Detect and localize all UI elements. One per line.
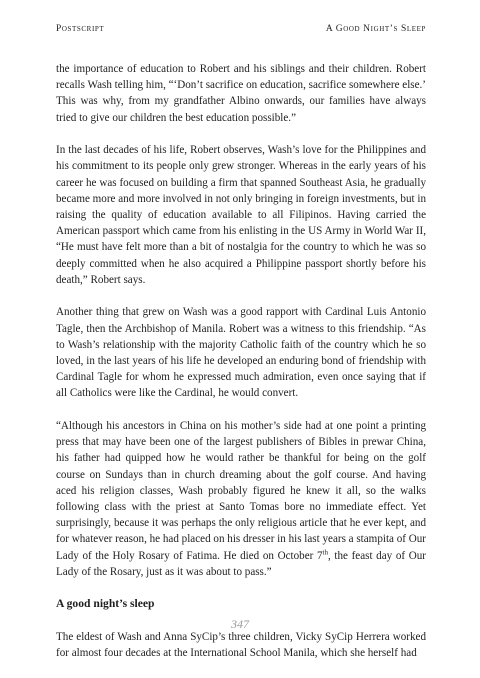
body-text	[56, 61, 426, 678]
paragraph-3: Another thing that grew on Wash was a good rapport with Cardinal Luis Antonio Tagle, then the Archbishop of Manila. Robert was a witness to this friendship. “As to Wash’s relationship with the majority Catholic faith of the country which he so loved, in the last years of his life he developed an enduring bond of friendship with Cardinal Tagle for whom he expressed much admiration, even once saying that if all Catholics were like the Cardinal, he would convert.	[56, 306, 426, 400]
paragraph-4	[56, 418, 426, 580]
paragraph-4-text-a: “Although his ancestors in China on his mother’s side had at one point a printing press that may have been one of the largest publishers of Bibles in prewar China, his father had quipped how he would rather be thankful for being on the golf course on Sundays than in church dreaming about the golf course. And having aced his religion classes, Wash probably figured he knew it all, so the walks following class with the priest at Santo Tomas bore no immediate effect. Yet surprisingly, because it was perhaps the only religious article that he ever kept, and for whatever reason, he had placed on his dresser in his last years a stampita of Our Lady of the Holy Rosary of Fatima. He died on October 7	[56, 420, 426, 562]
paragraph-5: The eldest of Wash and Anna SyCip’s three children, Vicky SyCip Herrera worked for almost four decades at the International School Manila, which she herself had	[56, 631, 426, 660]
section-heading: A good night’s sleep	[56, 597, 155, 611]
paragraph-4-text-b: , the feast day of Our Lady of the Rosary, just as it was about to pass.”	[56, 549, 426, 578]
running-head	[56, 24, 426, 34]
paragraph-2: In the last decades of his life, Robert observes, Wash’s love for the Philippines and his commitment to its people only grew stronger. Whereas in the early years of his career he was focused on building a firm that spanned Southeast Asia, he gradually became more and more involved in not only bringing in foreign investments, but in raising the quality of education available to all Filipinos. Having carried the American passport which came from his enlisting in the US Army in World War II, “He must have felt more than a bit of nostalgia for the country to which he was so deeply committed when he also acquired a Philippine passport shortly before his death,” Robert says.	[56, 144, 426, 286]
running-head-right: A Good Night’s Sleep	[325, 24, 426, 34]
running-head-left: Postscript	[56, 24, 105, 34]
ordinal-superscript: th	[322, 547, 328, 556]
page-number: 347	[231, 617, 249, 631]
paragraph-1: the importance of education to Robert and his siblings and their children. Robert recalls Wash telling him, “‘Don’t sacrifice on education, sacrifice somewhere else.’ This was why, from my grandfather Albino onwards, our families have always tried to give our children the best education possible.”	[56, 63, 426, 124]
